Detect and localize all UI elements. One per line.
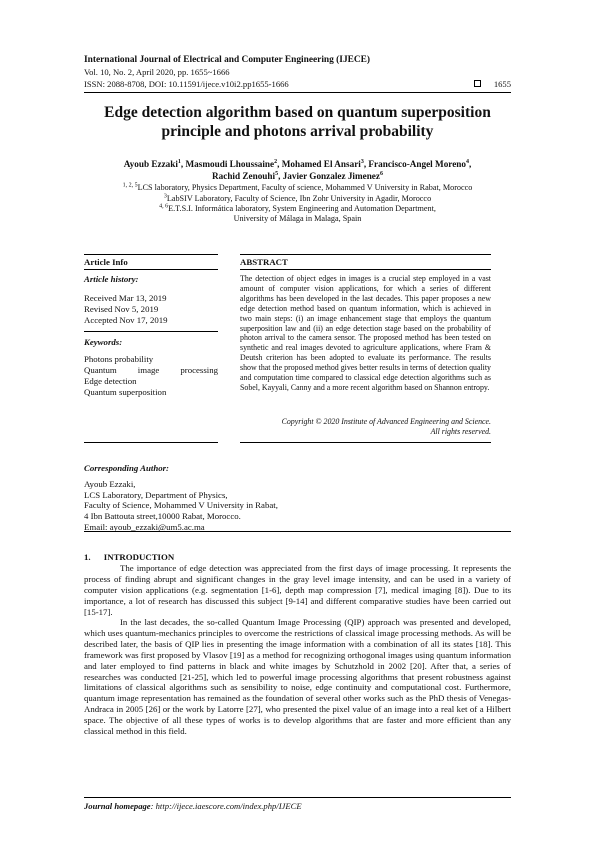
affiliation-1 bbox=[84, 183, 511, 194]
keywords-heading: Keywords: bbox=[84, 337, 123, 347]
history-received: Received Mar 13, 2019 bbox=[84, 292, 167, 303]
corresponding-line: LCS Laboratory, Department of Physics, bbox=[84, 489, 228, 500]
author-name: Mohamed El Ansari bbox=[281, 159, 361, 169]
article-info-sub-rule bbox=[84, 269, 218, 270]
corresponding-email: Email: ayoub_ezzaki@um5.ac.ma bbox=[84, 521, 205, 532]
journal-name: International Journal of Electrical and Computer Engineering (IJECE) bbox=[84, 55, 371, 65]
keyword: Quantum superposition bbox=[84, 386, 167, 397]
intro-paragraph-1: The importance of edge detection was appreciated from the first days of image processing. It represents the process of finding abrupt and significant changes in the gray level image intensity, and can be used in a variety of computer vision applications (e.g. segmentation [1-6], depth map compression [7], medical imaging [8]). Due to its importance, a lot of research has discussed this subject [9-14] and different comparative studies have been carried out [15-17]. bbox=[84, 563, 511, 617]
abstract-text: The detection of object edges in images is a crucial step employed in a vast amount of computer vision applications, for which a series of different algorithms has been developed in the last decades. This paper proposes a new edge detection method based on quantum information, which is achieved in two main steps: (i) an image enhancement stage that employs the quantum superposition law and (ii) an edge detection stage based on the probability of photon arrival to the camera sensor. The proposed method has been tested on synthetic and real images devoted to agriculture applications, where Fram & Deutsh criterion has been adopted to evaluate its performance. The results show that the proposed method gives better results in terms of detection quality and computation time compared to classical edge detection algorithms such as Sobel, Kayyali, Canny and a more recent algorithm based on Shannon entropy. bbox=[240, 274, 491, 392]
introduction-heading: 1. INTRODUCTION bbox=[84, 552, 175, 562]
author-list bbox=[84, 158, 511, 182]
history-heading: Article history: bbox=[84, 274, 139, 284]
corresponding-author bbox=[84, 463, 278, 533]
corresponding-line: 4 Ibn Battouta street,10000 Rabat, Morocco. bbox=[84, 511, 241, 522]
affiliation-sup: 4, 6 bbox=[159, 203, 169, 210]
affiliation-sup: 1, 2, 5 bbox=[122, 182, 138, 189]
author-name: Francisco-Angel Moreno bbox=[368, 159, 466, 169]
author-sup: 6 bbox=[379, 170, 383, 177]
header-divider bbox=[84, 92, 511, 93]
abstract-heading: ABSTRACT bbox=[240, 257, 288, 267]
abstract-bottom-rule bbox=[240, 442, 491, 443]
abstract-top-rule bbox=[240, 254, 491, 255]
article-history bbox=[84, 274, 218, 326]
footer-label: Journal homepage bbox=[84, 801, 151, 811]
copyright-line: All rights reserved. bbox=[430, 427, 491, 437]
affiliation-3 bbox=[84, 204, 511, 215]
corresponding-bottom-rule bbox=[84, 531, 511, 532]
article-info-top-rule bbox=[84, 254, 218, 255]
author-sup: 1 bbox=[177, 158, 181, 165]
keyword: Photons probability bbox=[84, 353, 154, 364]
paper-title: Edge detection algorithm based on quantum superposition principle and photons arrival probability bbox=[104, 104, 491, 140]
journal-homepage bbox=[84, 801, 302, 811]
copyright bbox=[240, 417, 491, 437]
corresponding-line: Faculty of Science, Mohammed V University in Rabat, bbox=[84, 500, 278, 511]
keyword: Quantum image processing bbox=[84, 364, 218, 375]
author-name: Javier Gonzalez Jimenez bbox=[282, 171, 380, 181]
author-name: Masmoudi Lhoussaine bbox=[185, 159, 275, 169]
corresponding-line: Ayoub Ezzaki, bbox=[84, 478, 136, 489]
copyright-line: Copyright © 2020 Institute of Advanced Engineering and Science. bbox=[281, 417, 491, 426]
keyword: Edge detection bbox=[84, 375, 137, 386]
affiliation-sup: 3 bbox=[163, 193, 167, 200]
corresponding-heading: Corresponding Author: bbox=[84, 463, 169, 473]
issn-doi: ISSN: 2088-8708, DOI: 10.11591/ijece.v10i2.pp1655-1666 bbox=[84, 79, 289, 89]
affiliation-text: E.T.S.I. Informática laboratory, System Engineering and Automation Department, bbox=[168, 204, 436, 213]
volume-info: Vol. 10, No. 2, April 2020, pp. 1655~1666 bbox=[84, 67, 230, 77]
author-line-1: Ayoub Ezzaki$^1$, Masmoudi Lhoussaine$^2$, Mohamed El Ansari$^3$, Francisco-Angel Moreno$^4$, bbox=[123, 158, 472, 169]
author-sup: 3 bbox=[360, 158, 364, 165]
affiliation-text: LabSIV Laboratory, Faculty of Science, Ibn Zohr University in Agadir, Morocco bbox=[166, 194, 432, 203]
footer-url[interactable]: : http://ijece.iaescore.com/index.php/IJECE bbox=[150, 801, 302, 811]
author-sup: 5 bbox=[275, 170, 279, 177]
author-sup: 4 bbox=[465, 158, 469, 165]
page-number: 1655 bbox=[493, 79, 511, 89]
history-accepted: Accepted Nov 17, 2019 bbox=[84, 314, 168, 325]
checkbox-icon bbox=[474, 80, 481, 87]
affiliation-2 bbox=[84, 194, 511, 205]
abstract-sub-rule bbox=[240, 269, 491, 270]
keywords-block bbox=[84, 337, 218, 398]
history-revised: Revised Nov 5, 2019 bbox=[84, 303, 159, 314]
affiliation-text: University of Málaga in Malaga, Spain bbox=[233, 214, 362, 223]
author-name: Rachid Zenouhi bbox=[212, 171, 276, 181]
affiliation-text: LCS laboratory, Physics Department, Faculty of science, Mohammed V University in Rabat, Morocco bbox=[137, 183, 473, 192]
author-line-2: Rachid Zenouhi$^5$, Javier Gonzalez Jimenez$^6$ bbox=[212, 170, 383, 181]
author-name: Ayoub Ezzaki bbox=[123, 159, 178, 169]
article-info-bottom-rule bbox=[84, 442, 218, 443]
affiliation-4 bbox=[84, 214, 511, 225]
footer-rule bbox=[84, 797, 511, 798]
author-sup: 2 bbox=[274, 158, 278, 165]
keywords-rule bbox=[84, 331, 218, 332]
article-info-heading: Article Info bbox=[84, 257, 128, 267]
intro-paragraph-2: In the last decades, the so-called Quantum Image Processing (QIP) approach was presented and developed, which uses quantum-mechanics principles to overcome the restrictions of classical image processing methods. As will be described later, the basis of QIP lies in presenting the image information with a combination of all its states [18]. This framework was first proposed by Vlasov [19] as a method for recognizing orthogonal images using quantum information and later employed to find patterns in black and white images by Schutzhold in 2002 [20]. After that, a series of researches was conducted [21-25], which led to powerful image processing algorithms that present robustness against limitations of classical algorithms such as sensibility to noise, edge continuity and computational cost. Furthermore, quantum image representation has remained as the foundation of several other works such as the PhD thesis of Venegas-Andraca in 2005 [26] or the work by Latorre [27], who presented the pixel value of an image into a real ket of a Hilbert space. The objective of all these types of works is to develop algorithms that are faster and more efficient than any classical method in this field. bbox=[84, 617, 511, 737]
